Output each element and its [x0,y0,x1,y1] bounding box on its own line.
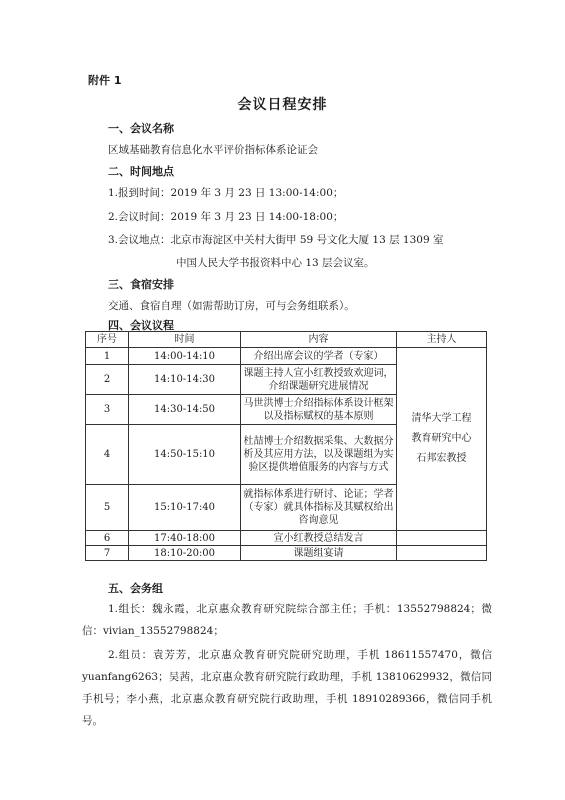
row-time: 18:10-20:00 [129,546,241,561]
row-content: 介绍出席会议的学者（专家） [240,348,396,365]
row-no: 2 [86,365,129,395]
section-4-heading: 四、会议议程 [108,319,174,332]
meeting-time: 2.会议时间：2019 年 3 月 23 日 14:00-18:00； [108,211,344,223]
header-host: 主持人 [397,332,487,348]
row-time: 15:10-17:40 [129,485,241,531]
host-line-2: 教育研究中心 [411,433,472,444]
header-time: 时间 [129,332,241,348]
row-content: 课题主持人宣小红教授致欢迎词，介绍课题研究进展情况 [240,365,396,395]
row-content: 宣小红教授总结发言 [240,531,396,546]
meeting-location-cont: 中国人民大学书报资料中心 13 层会议室。 [176,257,375,269]
meeting-location: 3.会议地点：北京市海淀区中关村大街甲 59 号文化大厦 13 层 1309 室 [108,234,444,246]
row-no: 4 [86,425,129,485]
host-line-1: 清华大学工程 [411,413,472,424]
row-time: 14:30-14:50 [129,395,241,425]
attachment-label: 附件 1 [88,74,122,87]
section-3-heading: 三、食宿安排 [108,278,174,291]
host-empty-cell [397,546,487,561]
section-1-heading: 一、会议名称 [108,122,174,135]
lodging-note: 交通、食宿自理（如需帮助订房，可与会务组联系）。 [108,300,355,312]
team-members-paragraph: 2.组员：袁芳芳，北京惠众教育研究院研究助理，手机 18611557470，微信 yuanfang6263；吴茜，北京惠众教育研究院行政助理，手机 13810629932，微信同手机号；李小燕，北京惠众教育研究院行政助理，手机 18910289366，微信同手机号。 [82,649,492,727]
host-line-3: 石邦宏教授 [416,453,467,464]
row-time: 17:40-18:00 [129,531,241,546]
row-no: 5 [86,485,129,531]
table-row [86,546,487,561]
row-content: 就指标体系进行研讨、论证；学者（专家）就具体指标及其赋权给出咨询意见 [240,485,396,531]
row-time: 14:10-14:30 [129,365,241,395]
row-no: 6 [86,531,129,546]
team-leader-paragraph: 1.组长：魏永霞，北京惠众教育研究院综合部主任；手机：13552798824；微信：vivian_13552798824； [82,603,492,637]
row-content: 马世洪博士介绍指标体系设计框架以及指标赋权的基本原则 [240,395,396,425]
header-content: 内容 [240,332,396,348]
page-title: 会议日程安排 [237,97,328,113]
table-row [86,348,487,365]
row-time: 14:50-15:10 [129,425,241,485]
table-header-row [86,332,487,348]
agenda-table [85,331,487,561]
meeting-name: 区域基础教育信息化水平评价指标体系论证会 [108,144,318,156]
row-time: 14:00-14:10 [129,348,241,365]
section-2-heading: 二、时间地点 [108,165,174,178]
section-5-heading: 五、会务组 [108,582,163,595]
row-content: 杜喆博士介绍数据采集、大数据分析及其应用方法，以及课题组为实验区提供增值服务的内容与方式 [240,425,396,485]
host-cell [397,348,487,531]
header-no: 序号 [86,332,129,348]
row-no: 3 [86,395,129,425]
row-no: 7 [86,546,129,561]
host-empty-cell [397,531,487,546]
checkin-time: 1.报到时间：2019 年 3 月 23 日 13:00-14:00； [108,187,344,199]
row-no: 1 [86,348,129,365]
table-row [86,531,487,546]
row-content: 课题组宴请 [240,546,396,561]
